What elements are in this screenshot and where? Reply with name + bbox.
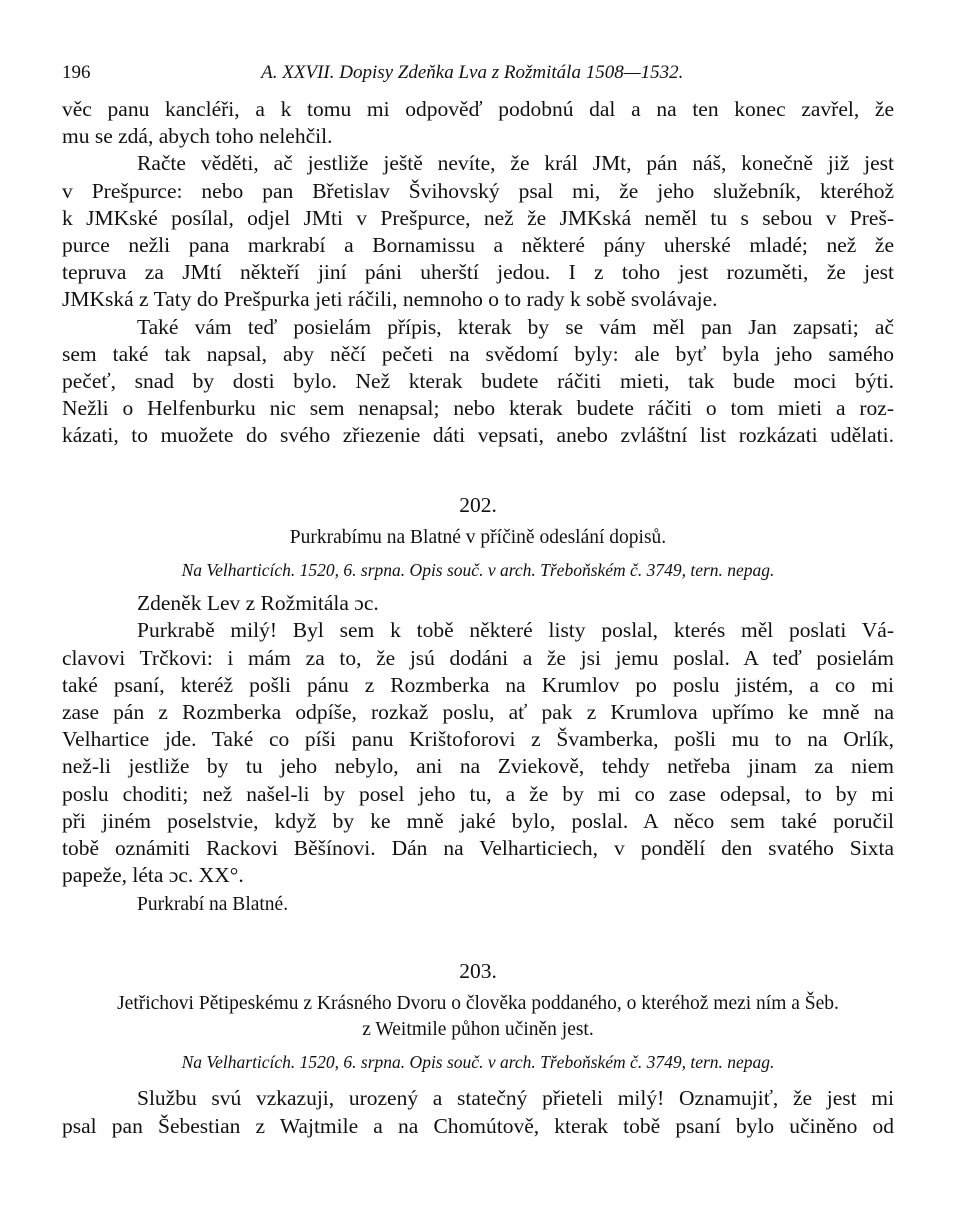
book-page (62, 62, 894, 1140)
document-203 (62, 955, 894, 1139)
document-summary-line-1: Jetřichovi Pětipeskému z Krásného Dvoru o člověka poddaného, o kteréhož mezi ním a Šeb. (117, 993, 839, 1015)
running-title: A. XXVII. Dopisy Zdeňka Lva z Rožmitála 1508—1532. (261, 62, 684, 83)
document-source: Na Velharticích. 1520, 6. srpna. Opis souč. v arch. Třeboňském č. 3749, tern. nepag. (181, 1052, 775, 1073)
text-line: věc panu kancléři, a k tomu mi odpověď podobnú dal a na ten konec zavřel, že (62, 97, 894, 121)
text-line: poslu choditi; než našel-li by posel jeho tu, a že by mi co zase odepsal, to by mi (62, 781, 894, 806)
text-line: při jiném poselstvie, když by ke mně jaké bylo, poslal. A něco sem také poručil (62, 808, 894, 833)
text-line: sem také tak napsal, aby něčí pečeti na svědomí byly: ale byť byla jeho samého (62, 341, 894, 366)
document-number: 202. (459, 493, 497, 518)
text-line: Službu svú vzkazuji, urozený a statečný přieteli milý! Oznamujiť, že jest mi (137, 1086, 894, 1111)
text-line: psal pan Šebestian z Wajtmile a na Chomútově, kterak tobě psaní bylo učiněno od (62, 1113, 894, 1138)
text-line: Račte věděti, ač jestliže ještě nevíte, že král JMt, pán náš, konečně již jest (137, 151, 894, 176)
text-line: Také vám teď posielám přípis, kterak by se vám měl pan Jan zapsati; ač (137, 314, 894, 339)
document-source: Na Velharticích. 1520, 6. srpna. Opis souč. v arch. Třeboňském č. 3749, tern. nepag. (181, 560, 775, 581)
text-line: zase pán z Rozmberka odpíše, rozkaž poslu, ať pak z Krumlova upřímo ke mně na (62, 700, 894, 724)
text-line: k JMKské posílal, odjel JMti v Prešpurce, než že JMKská neměl tu s sebou v Preš- (62, 205, 894, 230)
text-line: Nežli o Helfenburku nic sem nenapsal; nebo kterak budete ráčiti o tom mieti a roz- (62, 396, 894, 421)
text-line: také psaní, kteréž pošli pánu z Rozmberka na Krumlov po poslu jistém, a co mi (62, 672, 894, 697)
running-header (62, 62, 894, 96)
text-line: pečeť, snad by dosti bylo. Než kterak budete ráčiti mieti, tak bude moci býti. (62, 368, 894, 393)
document-number: 203. (459, 959, 497, 984)
text-line: tepruva za JMtí někteří jiní páni uherští jedou. I z toho jest rozuměti, že jest (62, 260, 894, 285)
text-line: než-li jestliže by tu jeho nebylo, ani na Zviekově, tehdy netřeba jinam za niem (62, 754, 894, 779)
text-line: purce nežli pana markrabí a Bornamissu a některé pány uherské mladé; než že (62, 232, 894, 257)
sender-line: Zdeněk Lev z Rožmitála ɔc. (137, 591, 379, 616)
document-202 (62, 489, 894, 919)
text-line: Velhartice jde. Také co píši panu Krištoforovi z Švamberka, pošli mu to na Orlík, (62, 727, 894, 752)
text-line: v Prešpurce: nebo pan Břetislav Švihovský psal mi, že jeho služebník, kteréhož (62, 178, 894, 203)
page-number: 196 (62, 62, 91, 83)
text-line: tobě oznámiti Rackovi Běšínovi. Dán na Velharticiech, v pondělí den svatého Sixta (62, 835, 894, 860)
text-line: Purkrabě milý! Byl sem k tobě některé listy poslal, kterés měl poslati Vá- (137, 618, 894, 643)
signature-line: Purkrabí na Blatné. (137, 894, 289, 916)
continuation-text (62, 96, 894, 449)
text-line: clavovi Trčkovi: i mám za to, že jsú dodáni a že jsi jemu poslal. A teď posielám (62, 645, 894, 670)
text-line: mu se zdá, abych toho nelehčil. (62, 124, 333, 149)
text-line: JMKská z Taty do Prešpurka jeti ráčili, nemnoho o to rady k sobě svolávaje. (62, 287, 718, 312)
text-line: kázati, to muožete do svého zřiezenie dáti vepsati, anebo zvláštní list rozkázati udělati. (62, 423, 894, 448)
document-summary: Purkrabímu na Blatné v příčině odeslání dopisů. (289, 527, 667, 549)
text-line: papeže, léta ɔc. XX°. (62, 863, 244, 888)
document-summary-line-2: z Weitmile půhon učiněn jest. (362, 1019, 594, 1041)
